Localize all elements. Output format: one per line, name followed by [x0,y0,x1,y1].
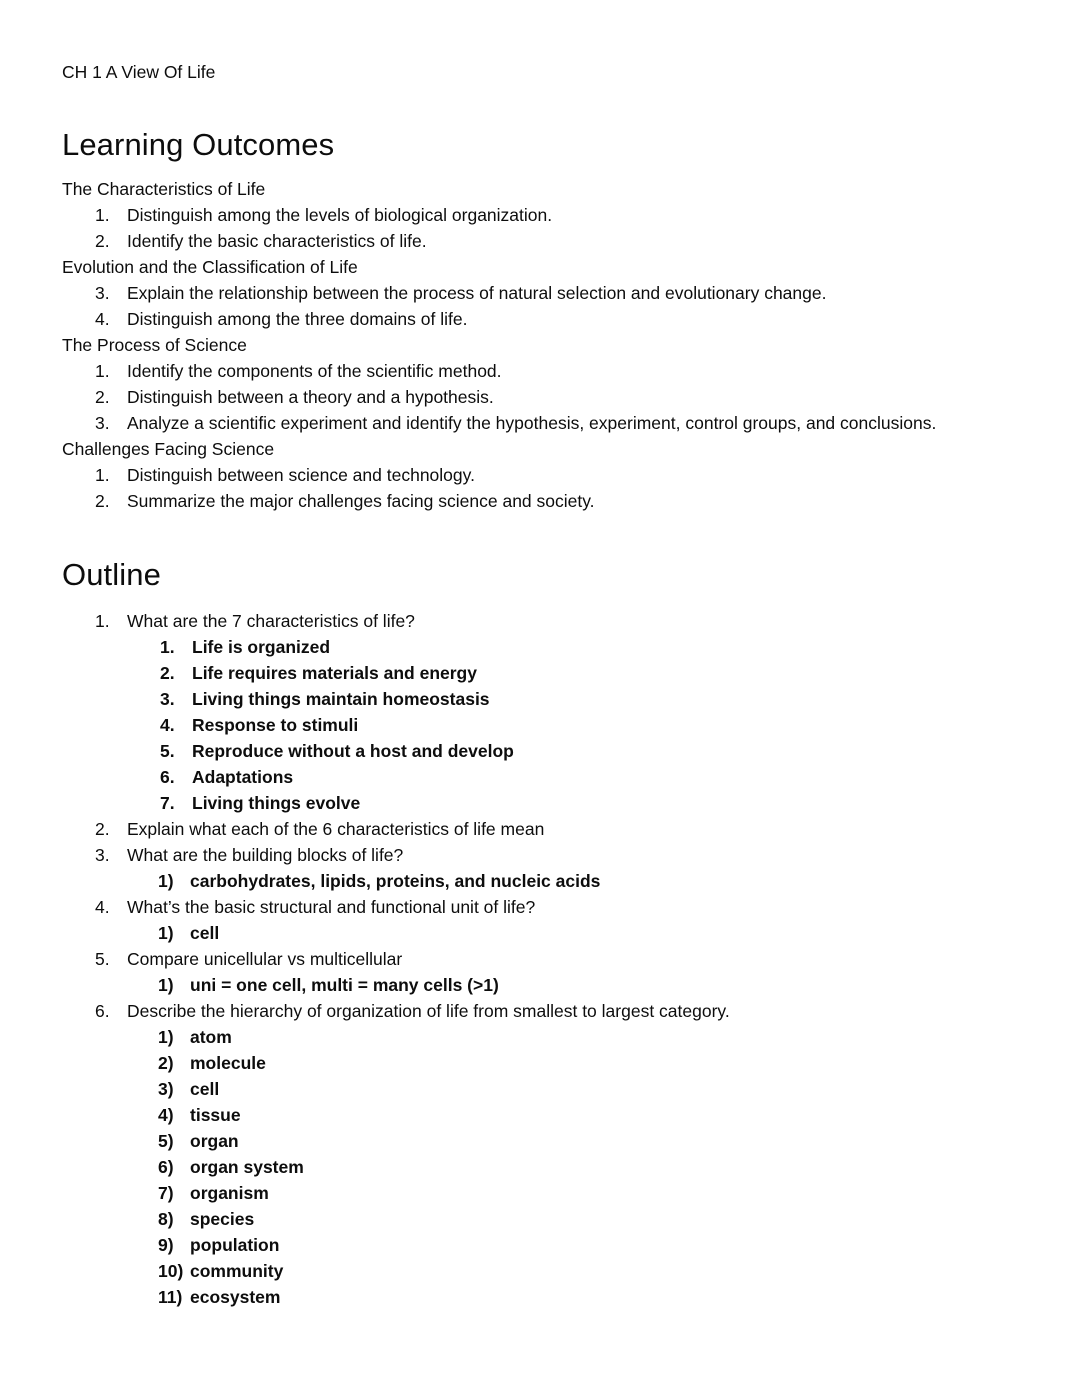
list-marker: 2. [95,231,110,251]
list-item-text: cell [190,923,220,943]
list-item [62,1180,1018,1206]
list-marker: 3. [160,689,175,709]
group-label: The Process of Science [62,335,247,355]
list-item [62,660,1018,686]
list-marker: 7) [158,1183,174,1203]
list-item-text: Distinguish among the three domains of life. [127,309,468,329]
list-item [62,1128,1018,1154]
list-item [62,790,1018,816]
list-item-text: ecosystem [190,1287,281,1307]
list-item [62,202,1018,228]
list-item-text: Distinguish among the levels of biological organization. [127,205,553,225]
list-marker: 1) [158,1027,174,1047]
list-marker: 1. [160,637,175,657]
list-item [62,946,1018,972]
list-marker: 1. [95,465,110,485]
list-item [62,488,1018,514]
list-item [62,608,1018,634]
list-item-text: cell [190,1079,220,1099]
list-marker: 3. [95,413,110,433]
group-label: Challenges Facing Science [62,439,275,459]
list-item-text: Living things evolve [192,793,361,813]
list-item [62,1284,1018,1310]
list-item [62,306,1018,332]
list-marker: 1. [95,205,110,225]
outline-heading: Outline [62,557,161,592]
list-item-text: Analyze a scientific experiment and identify the hypothesis, experiment, control groups, and conclusions. [127,413,937,433]
list-marker: 1) [158,871,174,891]
list-marker: 4. [160,715,175,735]
list-item [62,462,1018,488]
list-marker: 7. [160,793,175,813]
list-item-text: organ [190,1131,239,1151]
list-marker: 4. [95,897,110,917]
list-marker: 3) [158,1079,174,1099]
outline-section [62,608,1018,1310]
list-marker: 4. [95,309,110,329]
list-item-text: Identify the basic characteristics of life. [127,231,427,251]
list-marker: 6. [160,767,175,787]
list-item [62,1024,1018,1050]
group-label: The Characteristics of Life [62,179,266,199]
list-marker: 1. [95,611,110,631]
list-marker: 11) [158,1287,183,1307]
list-marker: 2. [160,663,175,683]
learning-outcomes-section [62,176,1018,514]
list-item-text: Identify the components of the scientific method. [127,361,502,381]
list-item [62,816,1018,842]
list-item-text: organism [190,1183,269,1203]
list-item-text: population [190,1235,280,1255]
list-item-text: Life requires materials and energy [192,663,477,683]
list-item-text: tissue [190,1105,241,1125]
list-marker: 5. [160,741,175,761]
list-item [62,894,1018,920]
list-item [62,280,1018,306]
list-item [62,1206,1018,1232]
learning-outcomes-heading: Learning Outcomes [62,127,335,162]
list-item-text: community [190,1261,284,1281]
list-item-text: atom [190,1027,232,1047]
list-marker: 9) [158,1235,174,1255]
list-item [62,1076,1018,1102]
list-item [62,712,1018,738]
list-item [62,1102,1018,1128]
list-item [62,228,1018,254]
list-item-text: Explain what each of the 6 characteristics of life mean [127,819,545,839]
list-item-text: What are the 7 characteristics of life? [127,611,415,631]
list-item [62,1258,1018,1284]
list-item [62,764,1018,790]
list-item [62,998,1018,1024]
list-item [62,868,1018,894]
list-item [62,738,1018,764]
list-marker: 3. [95,845,110,865]
list-marker: 3. [95,283,110,303]
list-marker: 10) [158,1261,184,1281]
list-item-text: Reproduce without a host and develop [192,741,514,761]
list-marker: 1. [95,361,110,381]
list-item-text: carbohydrates, lipids, proteins, and nucleic acids [190,871,601,891]
list-item [62,410,1018,436]
list-item [62,686,1018,712]
list-item-text: What are the building blocks of life? [127,845,404,865]
list-item [62,1154,1018,1180]
list-item-text: Compare unicellular vs multicellular [127,949,403,969]
list-marker: 6) [158,1157,174,1177]
list-item [62,972,1018,998]
group-label: Evolution and the Classification of Life [62,257,358,277]
list-marker: 1) [158,923,174,943]
list-marker: 5) [158,1131,174,1151]
list-item-text: Describe the hierarchy of organization of life from smallest to largest category. [127,1001,730,1021]
list-marker: 8) [158,1209,174,1229]
list-item-text: Response to stimuli [192,715,359,735]
list-marker: 5. [95,949,110,969]
list-item-text: organ system [190,1157,304,1177]
list-item [62,634,1018,660]
list-marker: 6. [95,1001,110,1021]
list-item-text: Adaptations [192,767,294,787]
list-marker: 2. [95,491,110,511]
list-item-text: Life is organized [192,637,331,657]
list-item-text: Explain the relationship between the process of natural selection and evolutionary change. [127,283,827,303]
list-marker: 1) [158,975,174,995]
list-item-text: Summarize the major challenges facing science and society. [127,491,595,511]
document-header: CH 1 A View Of Life [62,62,216,82]
list-item-text: Living things maintain homeostasis [192,689,490,709]
list-marker: 2. [95,387,110,407]
list-item-text: Distinguish between science and technology. [127,465,475,485]
list-marker: 2) [158,1053,174,1073]
list-marker: 4) [158,1105,174,1125]
list-marker: 2. [95,819,110,839]
list-item [62,920,1018,946]
list-item-text: Distinguish between a theory and a hypothesis. [127,387,494,407]
list-item-text: What’s the basic structural and functional unit of life? [127,897,536,917]
list-item [62,1232,1018,1258]
list-item [62,842,1018,868]
list-item-text: species [190,1209,255,1229]
list-item [62,358,1018,384]
list-item-text: molecule [190,1053,266,1073]
list-item-text: uni = one cell, multi = many cells (>1) [190,975,499,995]
list-item [62,384,1018,410]
list-item [62,1050,1018,1076]
